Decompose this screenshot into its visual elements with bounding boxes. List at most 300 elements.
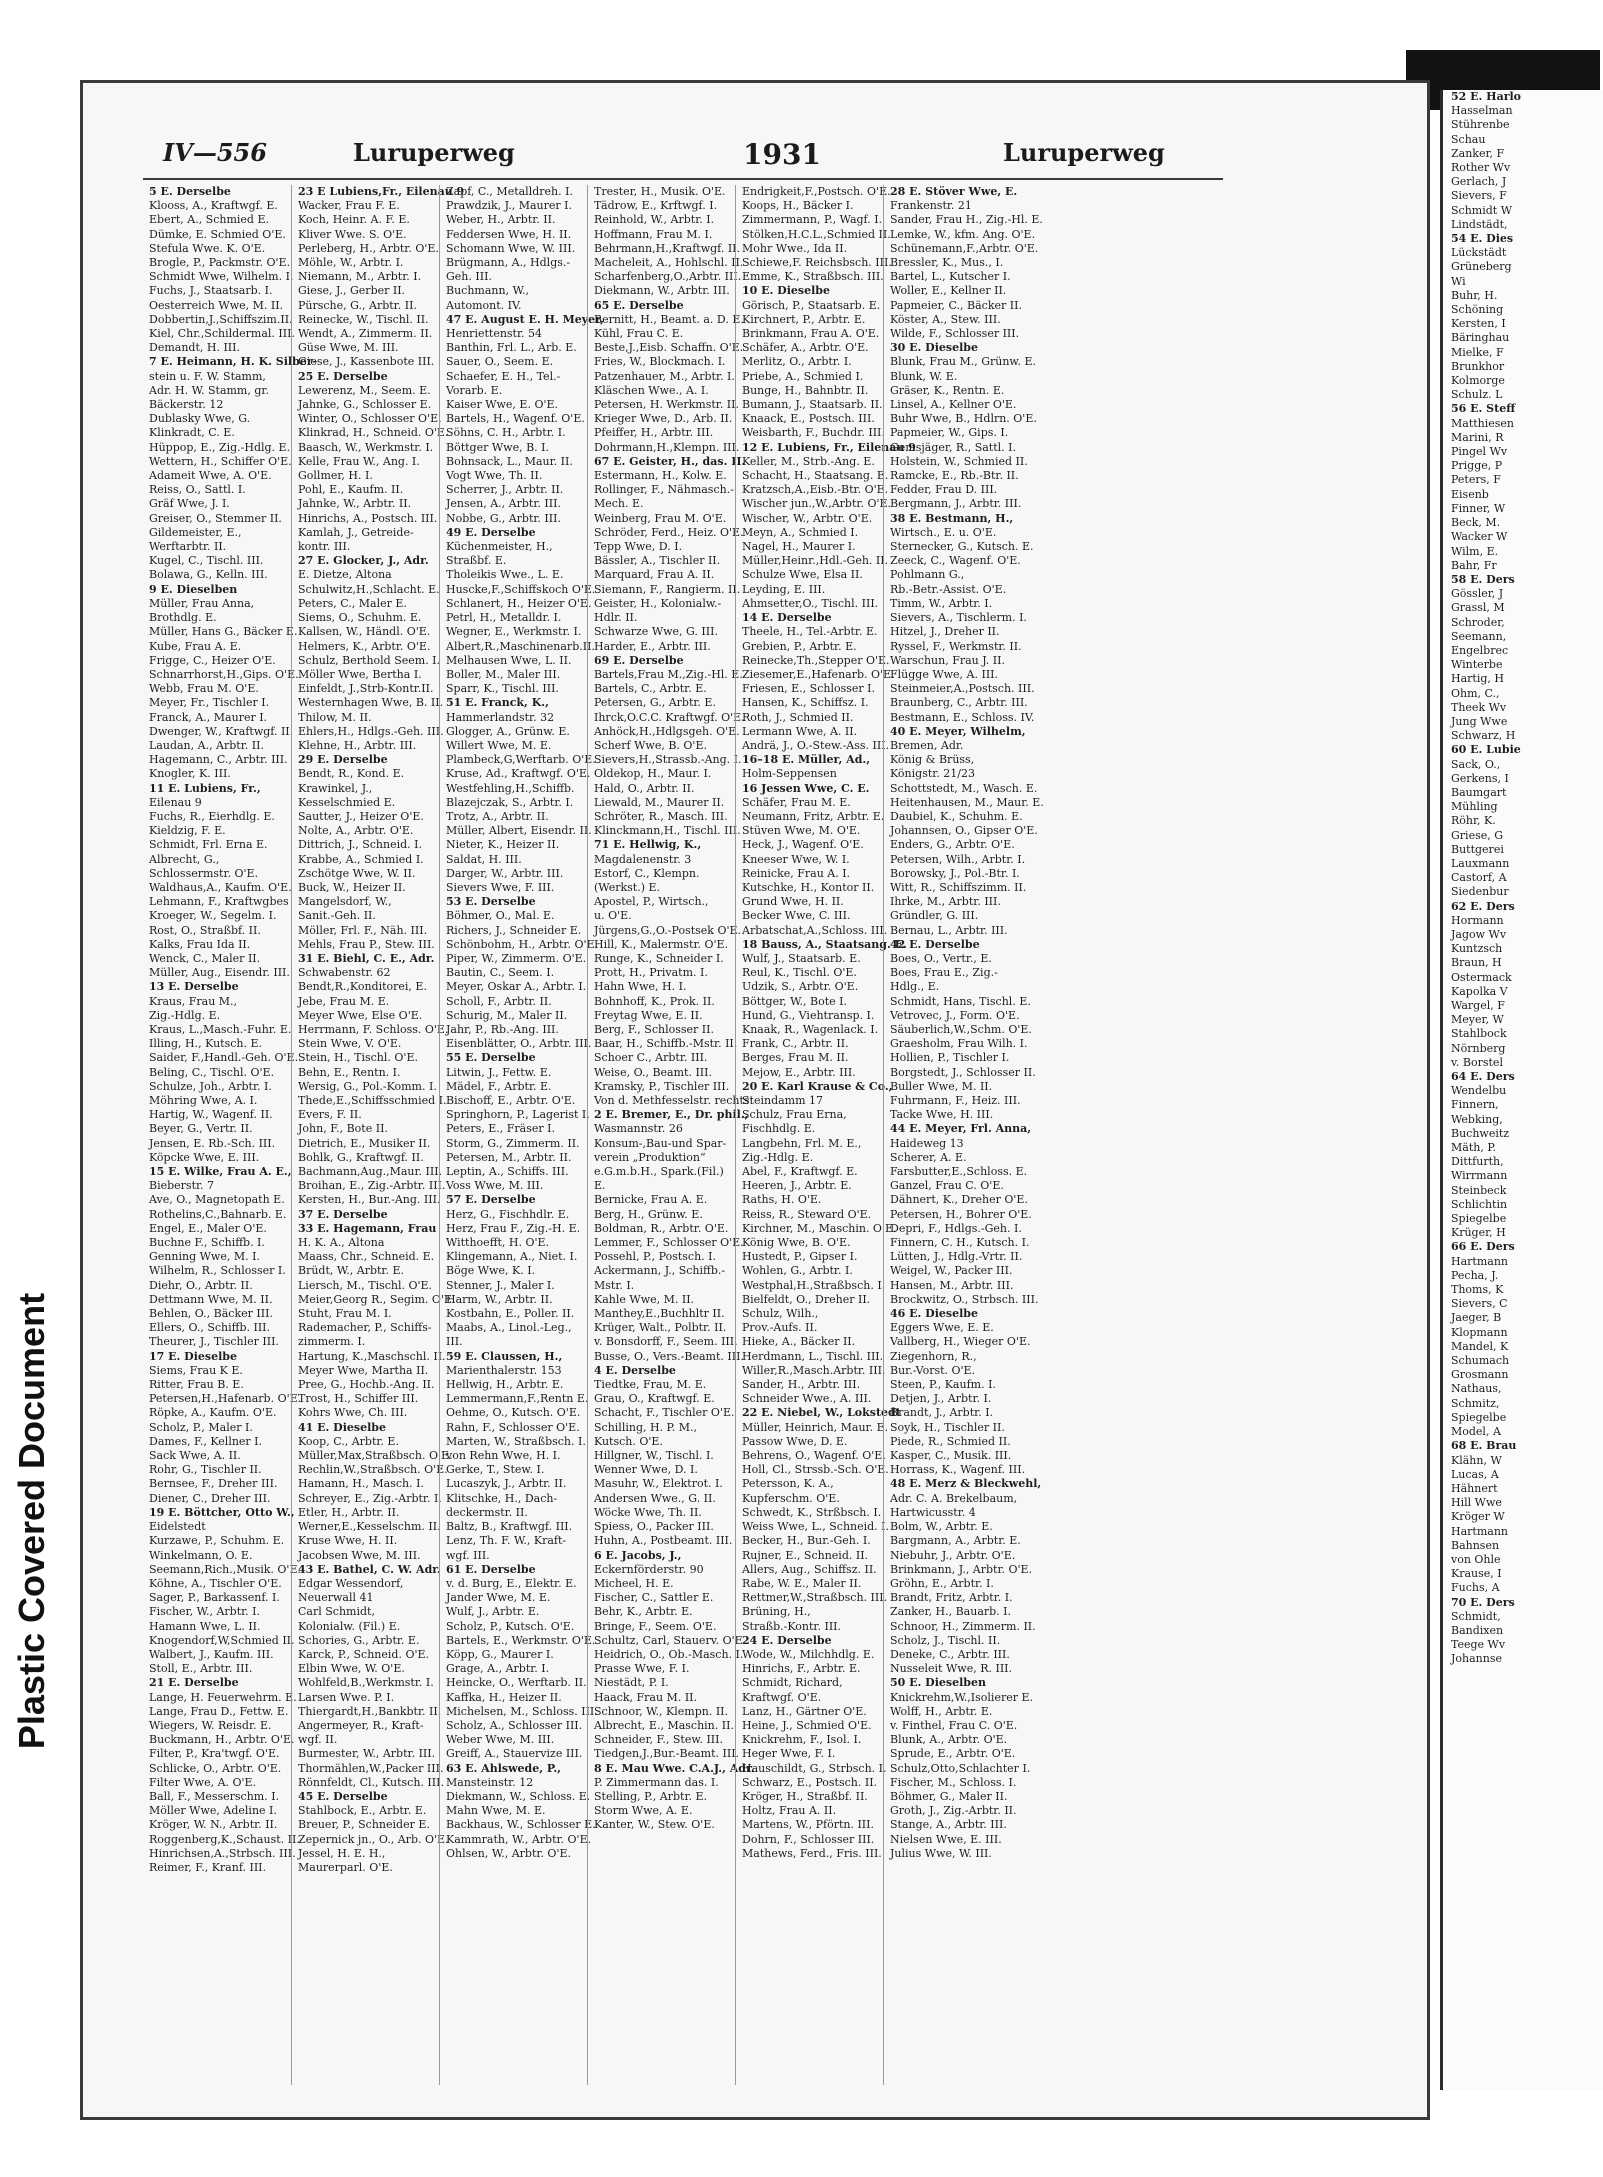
resident-entry: Brandt, Fritz, Arbtr. I. (890, 1591, 1013, 1605)
directory-column (291, 185, 465, 2085)
resident-entry: Mahn Wwe, M. E. (446, 1804, 546, 1818)
resident-entry: Fischer, M., Schloss. I. (890, 1775, 1017, 1789)
resident-entry: Braun, H (1451, 956, 1502, 970)
resident-entry: Willer,R.,Masch.Arbtr. III. (742, 1363, 886, 1377)
resident-entry: Hammerlandstr. 32 (446, 710, 555, 724)
resident-entry: Harder, E., Arbtr. III. (594, 639, 711, 653)
resident-entry: Klinkrad, H., Schneid. O'E. (298, 426, 449, 440)
resident-entry: Anhöck,H.,Hdlgsgeh. O'E. (594, 724, 740, 738)
resident-entry: Weisbarth, F., Buchdr. III. (742, 426, 885, 440)
resident-entry: Wischer jun.,W.,Arbtr. O'E. (742, 497, 892, 511)
house-number-heading: 57 E. Derselbe (446, 1193, 536, 1207)
resident-entry: Lucas, A (1451, 1467, 1499, 1481)
house-number-heading: 5 E. Derselbe (149, 185, 231, 198)
resident-entry: Tepp Wwe, D. I. (594, 540, 683, 554)
house-number-heading: 70 E. Ders (1451, 1595, 1515, 1609)
house-number-heading: 10 E. Dieselbe (742, 284, 830, 298)
resident-entry: Hdlr. II. (594, 611, 638, 625)
resident-entry: Müller, Heinrich, Maur. E. (742, 1420, 889, 1434)
resident-entry: Ganzel, Frau C. O'E. (890, 1179, 1004, 1193)
resident-entry: Pingel Wv (1451, 445, 1508, 459)
resident-entry: Brinkmann, J., Arbtr. O'E. (890, 1562, 1033, 1576)
resident-entry: Hartig, H (1451, 672, 1504, 686)
resident-entry: Kaiser Wwe, E. O'E. (446, 398, 559, 412)
resident-entry: Kiel, Chr.,Schildermal. III. (149, 327, 295, 341)
resident-entry: Schulz, Berthold Seem. I. (298, 653, 441, 667)
resident-entry: Buck, W., Heizer II. (298, 880, 406, 894)
resident-entry: Brinkmann, Frau A. O'E. (742, 327, 880, 341)
resident-entry: Reinecke, W., Tischl. II. (298, 312, 429, 326)
resident-entry: Konsum-,Bau-und Spar- (594, 1136, 727, 1150)
resident-entry: Liersch, M., Tischl. O'E. (298, 1278, 433, 1292)
resident-entry: Wargel, F (1451, 999, 1505, 1012)
resident-entry: III. (446, 1335, 463, 1349)
resident-entry: Rabe, W. E., Maler II. (742, 1576, 862, 1590)
resident-entry: wgf. III. (446, 1548, 490, 1562)
resident-entry: Werftarbtr. II. (149, 540, 227, 554)
resident-entry: Boes, Frau E., Zig.- (890, 966, 998, 980)
resident-entry: Kruse, Ad., Kraftwgf. O'E. (446, 767, 591, 781)
resident-entry: Kühl, Frau C. E. (594, 327, 684, 341)
resident-entry: Grau, O., Kraftwgf. E. (594, 1392, 715, 1406)
resident-entry: Müller,Max,Straßbsch. O'E. (298, 1449, 453, 1463)
resident-entry: Banthin, Frl. L., Arb. E. (446, 341, 577, 355)
resident-entry: Lanz, H., Gärtner O'E. (742, 1704, 867, 1718)
resident-entry: Depri, F., Hdlgs.-Geh. I. (890, 1221, 1022, 1235)
resident-entry: Schulwitz,H.,Schlacht. E. (298, 582, 440, 596)
resident-entry: Petersen,H.,Hafenarb. O'E. (149, 1392, 302, 1406)
resident-entry: Krieger Wwe, D., Arb. II. (594, 412, 733, 426)
resident-entry: Burmester, W., Arbtr. III. (298, 1747, 436, 1761)
resident-entry: Görisch, P., Staatsarb. E. (742, 298, 881, 312)
resident-entry: Johannse (1451, 1652, 1502, 1666)
resident-entry: Keller, M., Strb.-Ang. E. (742, 454, 875, 468)
resident-entry: Kläschen Wwe., A. I. (594, 383, 709, 397)
resident-entry: Springhorn, P., Lagerist I. (446, 1108, 590, 1122)
resident-entry: Hinrichs, A., Postsch. III. (298, 511, 438, 525)
resident-entry: Engel, E., Maler O'E. (149, 1221, 267, 1235)
resident-entry: Kirchner, M., Maschin. O'E. (742, 1221, 897, 1235)
resident-entry: Maass, Chr., Schneid. E. (298, 1250, 435, 1264)
resident-entry: Petersen, G., Arbtr. E. (594, 696, 716, 710)
resident-entry: Kostbahn, E., Poller. II. (446, 1307, 575, 1321)
resident-entry: Sievers, F (1451, 189, 1507, 203)
house-number-heading: 47 E. August E. H. Meyer, (446, 312, 604, 326)
resident-entry: kontr. III. (298, 540, 351, 554)
resident-entry: Webking, (1451, 1112, 1503, 1126)
resident-entry: Krüger, H (1451, 1226, 1506, 1240)
resident-entry: Hormann (1451, 913, 1504, 927)
resident-entry: Eckernförderstr. 90 (594, 1562, 704, 1576)
house-number-heading: 15 E. Wilke, Frau A. E., (149, 1165, 292, 1179)
directory-column (735, 185, 916, 2085)
resident-entry: Pürsche, G., Arbtr. II. (298, 298, 417, 312)
resident-entry: Stefula Wwe. K. O'E. (149, 241, 266, 255)
resident-entry: Raths, H. O'E. (742, 1193, 822, 1207)
resident-entry: Diekmann, W., Arbtr. III. (594, 284, 730, 298)
facing-page-edge (1440, 90, 1603, 2090)
house-number-heading: 65 E. Derselbe (594, 298, 684, 312)
resident-entry: Scholl, F., Arbtr. II. (446, 994, 552, 1008)
resident-entry: Timm, W., Arbtr. I. (890, 596, 993, 610)
resident-entry: Bartels, C., Arbtr. E. (594, 682, 707, 696)
resident-entry: Mielke, F (1451, 345, 1504, 359)
resident-entry: Schilling, H. P. M., (594, 1420, 697, 1434)
resident-entry: Sievers, C (1451, 1297, 1508, 1311)
directory-column (883, 185, 1044, 2085)
resident-entry: Brogle, P., Packmstr. O'E. (149, 256, 291, 270)
resident-entry: Endrigkeit,F.,Postsch. O'E. (742, 185, 891, 198)
resident-entry: Hieke, A., Bäcker II. (742, 1335, 856, 1349)
year-title: 1931 (743, 138, 821, 171)
resident-entry: Lewerenz, M., Seem. E. (298, 383, 431, 397)
resident-entry: Warschun, Frau J. II. (890, 653, 1005, 667)
resident-entry: Gildemeister, E., (149, 525, 242, 539)
resident-entry: Gollmer, H. I. (298, 469, 373, 483)
resident-entry: Hartung, K.,Maschschl. II. (298, 1349, 446, 1363)
resident-entry: Teege Wv (1451, 1638, 1506, 1652)
resident-entry: Schneider, F., Stew. III. (594, 1733, 723, 1747)
resident-entry: Reiss, R., Steward O'E. (742, 1207, 872, 1221)
resident-entry: Bergmann, J., Arbtr. III. (890, 497, 1022, 511)
resident-entry: Stelling, P., Arbtr. E. (594, 1789, 708, 1803)
resident-entry: Deneke, C., Arbtr. III. (890, 1647, 1010, 1661)
resident-entry: Reinicke, Frau A. I. (742, 866, 851, 880)
resident-entry: Feddersen Wwe, H. II. (446, 227, 572, 241)
resident-entry: Filter Wwe, A. O'E. (149, 1775, 257, 1789)
resident-entry: Andrä, J., O.-Stew.-Ass. III. (742, 738, 890, 752)
resident-entry: Stüven Wwe, M. O'E. (742, 824, 861, 838)
resident-entry: Bäringhau (1451, 331, 1510, 345)
resident-entry: Spiegelbe (1451, 1410, 1507, 1424)
resident-entry: Fuchs, J., Staatsarb. I. (149, 284, 273, 298)
resident-entry: Krawinkel, J., (298, 781, 373, 795)
resident-entry: Boller, M., Maler III. (446, 667, 561, 681)
resident-entry: Wirrmann (1451, 1169, 1508, 1183)
resident-entry: Sievers, A., Tischlerm. I. (890, 611, 1027, 625)
resident-entry: Knogendorf,W,Schmied II. (149, 1633, 295, 1647)
resident-entry: Bieberstr. 7 (149, 1179, 215, 1193)
resident-entry: Sternecker, G., Kutsch. E. (890, 540, 1034, 554)
resident-entry: Reinhold, W., Arbtr. I. (594, 213, 715, 227)
resident-entry: Engelbrec (1451, 643, 1509, 657)
resident-entry: Schroder, (1451, 615, 1505, 629)
resident-entry: Kieldzig, F. E. (149, 824, 226, 838)
house-number-heading: 18 Bauss, A., Staatsang. E. (742, 937, 907, 951)
resident-entry: Sievers,H.,Strassb.-Ang. I. (594, 753, 742, 767)
resident-entry: Nathaus, (1451, 1382, 1502, 1396)
resident-entry: Berg, F., Schlosser II. (594, 1022, 714, 1036)
resident-entry: Stein Wwe, V. O'E. (298, 1037, 402, 1051)
house-number-heading: 49 E. Derselbe (446, 525, 536, 539)
resident-entry: Einfeldt, J.,Strb-Kontr.II. (298, 682, 434, 696)
resident-entry: Frigge, C., Heizer O'E. (149, 653, 276, 667)
resident-entry: Heine, J., Schmied O'E. (742, 1718, 872, 1732)
resident-entry: Lütten, J., Hdlg.-Vrtr. II. (890, 1250, 1023, 1264)
resident-entry: Finner, W (1451, 501, 1506, 515)
resident-entry: Kapolka V (1451, 984, 1508, 998)
resident-entry: Tholeikis Wwe., L. E. (446, 568, 564, 582)
resident-entry: Wolff, H., Arbtr. E. (890, 1704, 993, 1718)
resident-entry: Emme, K., Straßbsch. III. (742, 270, 884, 284)
resident-entry: Kube, Frau A. E. (149, 639, 242, 653)
resident-entry: Böge Wwe, K. I. (446, 1264, 536, 1278)
resident-entry: Farsbutter,E.,Schloss. E. (890, 1165, 1028, 1179)
resident-entry: Prasse Wwe, F. I. (594, 1662, 690, 1676)
resident-entry: Lehmann, F., Kraftwgbes (149, 895, 289, 909)
resident-entry: Blazejczak, S., Arbtr. I. (446, 795, 574, 809)
resident-entry: Gemsjäger, R., Sattl. I. (890, 440, 1016, 454)
resident-entry: Sack, O., (1451, 757, 1501, 771)
resident-entry: Melhausen Wwe, L. II. (446, 653, 572, 667)
street-title-right: Luruperweg (1003, 138, 1165, 167)
resident-entry: Groth, J., Zig.-Arbtr. II. (890, 1804, 1017, 1818)
resident-entry: Stahlbock, E., Arbtr. E. (298, 1804, 427, 1818)
resident-entry: Thilow, M. II. (298, 710, 372, 724)
resident-entry: Schönbohm, H., Arbtr. O'E. (446, 937, 599, 951)
resident-entry: Bur.-Vorst. O'E. (890, 1363, 976, 1377)
resident-entry: Klähn, W (1451, 1453, 1502, 1467)
house-number-heading: 25 E. Derselbe (298, 369, 388, 383)
resident-entry: Dwenger, W., Kraftwgf. II. (149, 724, 294, 738)
resident-entry: Borowsky, J., Pol.-Btr. I. (890, 866, 1020, 880)
resident-entry: Zig.-Hdlg. E. (149, 1008, 221, 1022)
resident-entry: Hinrichsen,A.,Strbsch. III. (149, 1846, 296, 1860)
house-number-heading: 68 E. Brau (1451, 1439, 1517, 1453)
resident-entry: Kröger W (1451, 1510, 1505, 1524)
resident-entry: Jung Wwe (1451, 714, 1508, 728)
resident-entry: Fuchs, A (1451, 1581, 1500, 1595)
resident-entry: Wendelbu (1451, 1084, 1507, 1098)
resident-entry: Peters, E., Fräser I. (446, 1122, 555, 1136)
resident-entry: Griese, G (1451, 828, 1504, 842)
resident-entry: u. O'E. (594, 909, 632, 923)
resident-entry: Westernhagen Wwe, B. II. (298, 696, 444, 710)
resident-entry: Dähnert, K., Dreher O'E. (890, 1193, 1028, 1207)
resident-entry: Schreyer, E., Zig.-Arbtr. I. (298, 1491, 442, 1505)
house-number-heading: 11 E. Lubiens, Fr., (149, 781, 261, 795)
resident-entry: Gröhn, E., Arbtr. I. (890, 1576, 994, 1590)
resident-entry: Zapf, C., Metalldreh. I. (446, 185, 573, 198)
resident-entry: Ostermack (1451, 970, 1512, 984)
resident-entry: Schottstedt, M., Wasch. E. (890, 781, 1038, 795)
resident-entry: Brügmann, A., Hdlgs.- (446, 256, 571, 270)
resident-entry: Schünemann,F.,Arbtr. O'E. (890, 241, 1039, 255)
resident-entry: Nagel, H., Maurer I. (742, 540, 856, 554)
resident-entry: E. Dietze, Altona (298, 568, 392, 582)
resident-entry: Müller, Hans G., Bäcker E. (149, 625, 298, 639)
resident-entry: Bäckerstr. 12 (149, 398, 224, 412)
resident-entry: Pohlmann G., (890, 568, 965, 582)
resident-entry: Piper, W., Zimmerm. O'E. (446, 951, 587, 965)
resident-entry: Diekmann, W., Schloss. E. (446, 1789, 591, 1803)
resident-entry: Kutschke, H., Kontor II. (742, 880, 875, 894)
resident-entry: Hillgner, W., Tischl. I. (594, 1449, 714, 1463)
resident-entry: Prawdzik, J., Maurer I. (446, 199, 572, 213)
house-number-heading: 37 E. Derselbe (298, 1207, 388, 1221)
resident-entry: Kanter, W., Stew. O'E. (594, 1818, 715, 1832)
resident-entry: Beck, M. (1451, 516, 1501, 530)
resident-entry: Glogger, A., Grünw. E. (446, 724, 570, 738)
resident-entry: Herdmann, L., Tischl. III. (742, 1349, 884, 1363)
resident-entry: Petersen, H. Werkmstr. II. (594, 398, 739, 412)
resident-entry: Berges, Frau M. II. (742, 1051, 849, 1065)
resident-entry: Jahr, P., Rb.-Ang. III. (446, 1022, 559, 1036)
resident-entry: Ohlsen, W., Arbtr. O'E. (446, 1846, 572, 1860)
resident-entry: Fuchs, R., Eierhdlg. E. (149, 809, 275, 823)
resident-entry: Bartels,Frau M.,Zig.-Hl. E. (594, 667, 743, 681)
resident-entry: Patzenhauer, M., Arbtr. I. (594, 369, 735, 383)
resident-entry: Hamann, H., Masch. I. (298, 1477, 424, 1491)
resident-entry: Grassl, M (1451, 601, 1505, 615)
house-number-heading: 12 E. Lubiens, Fr., Eilenau 9 (742, 440, 916, 454)
resident-entry: Buckmann, H., Arbtr. O'E. (149, 1733, 295, 1747)
house-number-heading: 54 E. Dies (1451, 232, 1514, 246)
resident-entry: Meyer, W (1451, 1013, 1504, 1027)
resident-entry: Kraus, Frau M., (149, 994, 238, 1008)
resident-entry: Scherrer, J., Arbtr. II. (446, 483, 564, 497)
resident-entry: Tädrow, E., Krftwgf. I. (594, 199, 718, 213)
resident-entry: Behrens, O., Wagenf. O'E. (742, 1449, 886, 1463)
resident-entry: Scherf Wwe, B. O'E. (594, 738, 707, 752)
resident-entry: Marquard, Frau A. II. (594, 568, 715, 582)
resident-entry: Papmeier, C., Bäcker II. (890, 298, 1022, 312)
resident-entry: Holl, Cl., Strssb.-Sch. O'E. (742, 1463, 889, 1477)
resident-entry: Sauer, O., Seem. E. (446, 355, 554, 369)
resident-entry: Siems, O., Schuhm. E. (298, 611, 422, 625)
resident-entry: Stahlbock (1451, 1027, 1507, 1041)
resident-entry: John, F., Bote II. (298, 1122, 388, 1136)
resident-entry: Ramcke, E., Rb.-Btr. II. (890, 469, 1019, 483)
resident-entry: Wilde, F., Schlosser III. (890, 327, 1020, 341)
resident-entry: Nörnberg (1451, 1041, 1506, 1055)
resident-entry: Hoffmann, Frau M. I. (594, 227, 713, 241)
resident-entry: Julius Wwe, W. III. (890, 1846, 992, 1860)
resident-entry: Trotz, A., Arbtr. II. (446, 809, 549, 823)
resident-entry: Klitschke, H., Dach- (446, 1491, 558, 1505)
resident-entry: Flügge Wwe, A. III. (890, 667, 999, 681)
resident-entry: Nielsen Wwe, E. III. (890, 1832, 1002, 1846)
resident-entry: Steinbeck (1451, 1183, 1507, 1197)
resident-entry: Wulf, J., Staatsarb. E. (742, 951, 861, 965)
resident-entry: P. Zimmermann das. I. (594, 1775, 719, 1789)
house-number-heading: 33 E. Hagemann, Frau (298, 1221, 437, 1235)
resident-entry: Bachmann,Aug.,Maur. III. (298, 1165, 443, 1179)
resident-entry: Petrl, H., Metalldr. I. (446, 611, 562, 625)
resident-entry: Dobbertin,J.,Schiffszim.II. (149, 312, 293, 326)
resident-entry: Stölken,H.C.L.,Schmied II. (742, 227, 891, 241)
resident-entry: Schurig, M., Maler II. (446, 1008, 568, 1022)
resident-entry: Karck, P., Schneid. O'E. (298, 1647, 430, 1661)
resident-entry: Hahn Wwe, H. I. (594, 980, 687, 994)
resident-entry: Brunkhor (1451, 359, 1505, 373)
resident-entry: Müller, Frau Anna, (149, 596, 255, 610)
resident-entry: Wacker, Frau F. E. (298, 199, 400, 213)
resident-entry: Saider, F.,Handl.-Geh. O'E. (149, 1051, 299, 1065)
resident-entry: Spiegelbe (1451, 1212, 1507, 1226)
resident-entry: Wi (1451, 274, 1466, 288)
resident-entry: Runge, K., Schneider I. (594, 951, 724, 965)
house-number-heading: 13 E. Derselbe (149, 980, 239, 994)
resident-entry: Baar, H., Schiffb.-Mstr. II. (594, 1037, 738, 1051)
resident-entry: Rettmer,W.,Straßbsch. III. (742, 1591, 888, 1605)
resident-entry: Steindamm 17 (742, 1094, 824, 1107)
resident-entry: Haideweg 13 (890, 1136, 964, 1150)
resident-entry: Kohrs Wwe, Ch. III. (298, 1406, 408, 1420)
house-number-heading: 67 E. Geister, H., das. II. (594, 454, 746, 468)
resident-entry: Bolm, W., Arbtr. E. (890, 1520, 993, 1534)
resident-entry: Storm, G., Zimmerm. II. (446, 1136, 580, 1150)
resident-entry: Schnoor, W., Klempn. II. (594, 1704, 729, 1718)
resident-entry: Schiewe,F. Reichsbsch. III. (742, 256, 892, 270)
resident-entry: Rost, O., Straßbf. II. (149, 923, 261, 937)
resident-entry: Schnoor, H., Zimmerm. II. (890, 1619, 1036, 1633)
resident-entry: Wenner Wwe, D. I. (594, 1463, 698, 1477)
resident-entry: Fedder, Frau D. III. (890, 483, 998, 497)
resident-entry: Möller Wwe, Bertha I. (298, 667, 422, 681)
house-number-heading: 6 E. Jacobs, J., (594, 1548, 682, 1562)
resident-entry: Nobbe, G., Arbtr. III. (446, 511, 561, 525)
resident-entry: Weber, H., Arbtr. II. (446, 213, 556, 227)
resident-entry: Bielfeldt, O., Dreher II. (742, 1292, 871, 1306)
resident-entry: Brüning, H., (742, 1605, 811, 1619)
resident-entry: Knickrehm, F., Isol. I. (742, 1733, 862, 1747)
resident-entry: Buhr Wwe, B., Hdlrn. O'E. (890, 412, 1037, 426)
resident-entry: Eisenblätter, O., Arbtr. III. (446, 1037, 592, 1051)
resident-entry: Köster, A., Stew. III. (890, 312, 1001, 326)
resident-entry: Henriettenstr. 54 (446, 327, 543, 341)
resident-entry: Stenner, J., Maler I. (446, 1278, 555, 1292)
resident-entry: Lemmermann,F.,Rentn E. (446, 1392, 589, 1406)
resident-entry: Koch, Heinr. A. F. E. (298, 213, 410, 227)
resident-entry: Witthoefft, H. O'E. (446, 1236, 550, 1250)
resident-entry: Kruse Wwe, H. II. (298, 1534, 398, 1548)
resident-entry: Fuhrmann, F., Heiz. III. (890, 1094, 1021, 1107)
resident-entry: Schneider Wwe., A. III. (742, 1392, 872, 1406)
resident-entry: Stuht, Frau M. I. (298, 1307, 392, 1321)
resident-entry: Scholz, J., Tischl. II. (890, 1633, 1001, 1647)
resident-entry: Kratzsch,A.,Eisb.-Btr. O'E. (742, 483, 889, 497)
resident-entry: Herrmann, F. Schloss. O'E. (298, 1022, 449, 1036)
resident-entry: Prigge, P (1451, 459, 1503, 473)
resident-entry: Baumgart (1451, 785, 1507, 799)
resident-entry: Schäfer, A., Arbtr. O'E. (742, 341, 869, 355)
resident-entry: Becker, H., Bur.-Geh. I. (742, 1534, 871, 1548)
resident-entry: Dohrn, F., Schlosser III. (742, 1832, 875, 1846)
resident-entry: Becker Wwe, C. III. (742, 909, 851, 923)
resident-entry: Langbehn, Frl. M. E., (742, 1136, 862, 1150)
resident-entry: Marten, W., Straßbsch. I. (446, 1434, 586, 1448)
resident-entry: Steen, P., Kaufm. I. (890, 1378, 996, 1392)
resident-entry: Lemmer, F., Schlosser O'E. (594, 1236, 744, 1250)
resident-entry: Bohnsack, L., Maur. II. (446, 454, 573, 468)
resident-entry: Schomann Wwe, W. III. (446, 241, 576, 255)
directory-column (1443, 90, 1603, 2090)
resident-entry: Kugel, C., Tischl. III. (149, 554, 264, 568)
resident-entry: deckermstr. II. (446, 1505, 528, 1519)
resident-entry: Scholz, P., Kutsch. O'E. (446, 1619, 575, 1633)
resident-entry: Bumann, J., Staatsarb. II. (742, 398, 883, 412)
resident-entry: Horrass, K., Wagenf. III. (890, 1463, 1026, 1477)
resident-entry: Niebuhr, J., Arbtr. O'E. (890, 1548, 1016, 1562)
resident-entry: Blunk, A., Arbtr. O'E. (890, 1733, 1008, 1747)
resident-entry: Hollien, P., Tischler I. (890, 1051, 1010, 1065)
resident-entry: Meyer, Fr., Tischler I. (149, 696, 270, 710)
house-number-heading: 51 E. Franck, K., (446, 696, 549, 710)
resident-entry: Zschötge Wwe, W. II. (298, 866, 416, 880)
resident-entry: Schmitz, (1451, 1396, 1500, 1410)
resident-entry: Franck, A., Maurer I. (149, 710, 268, 724)
